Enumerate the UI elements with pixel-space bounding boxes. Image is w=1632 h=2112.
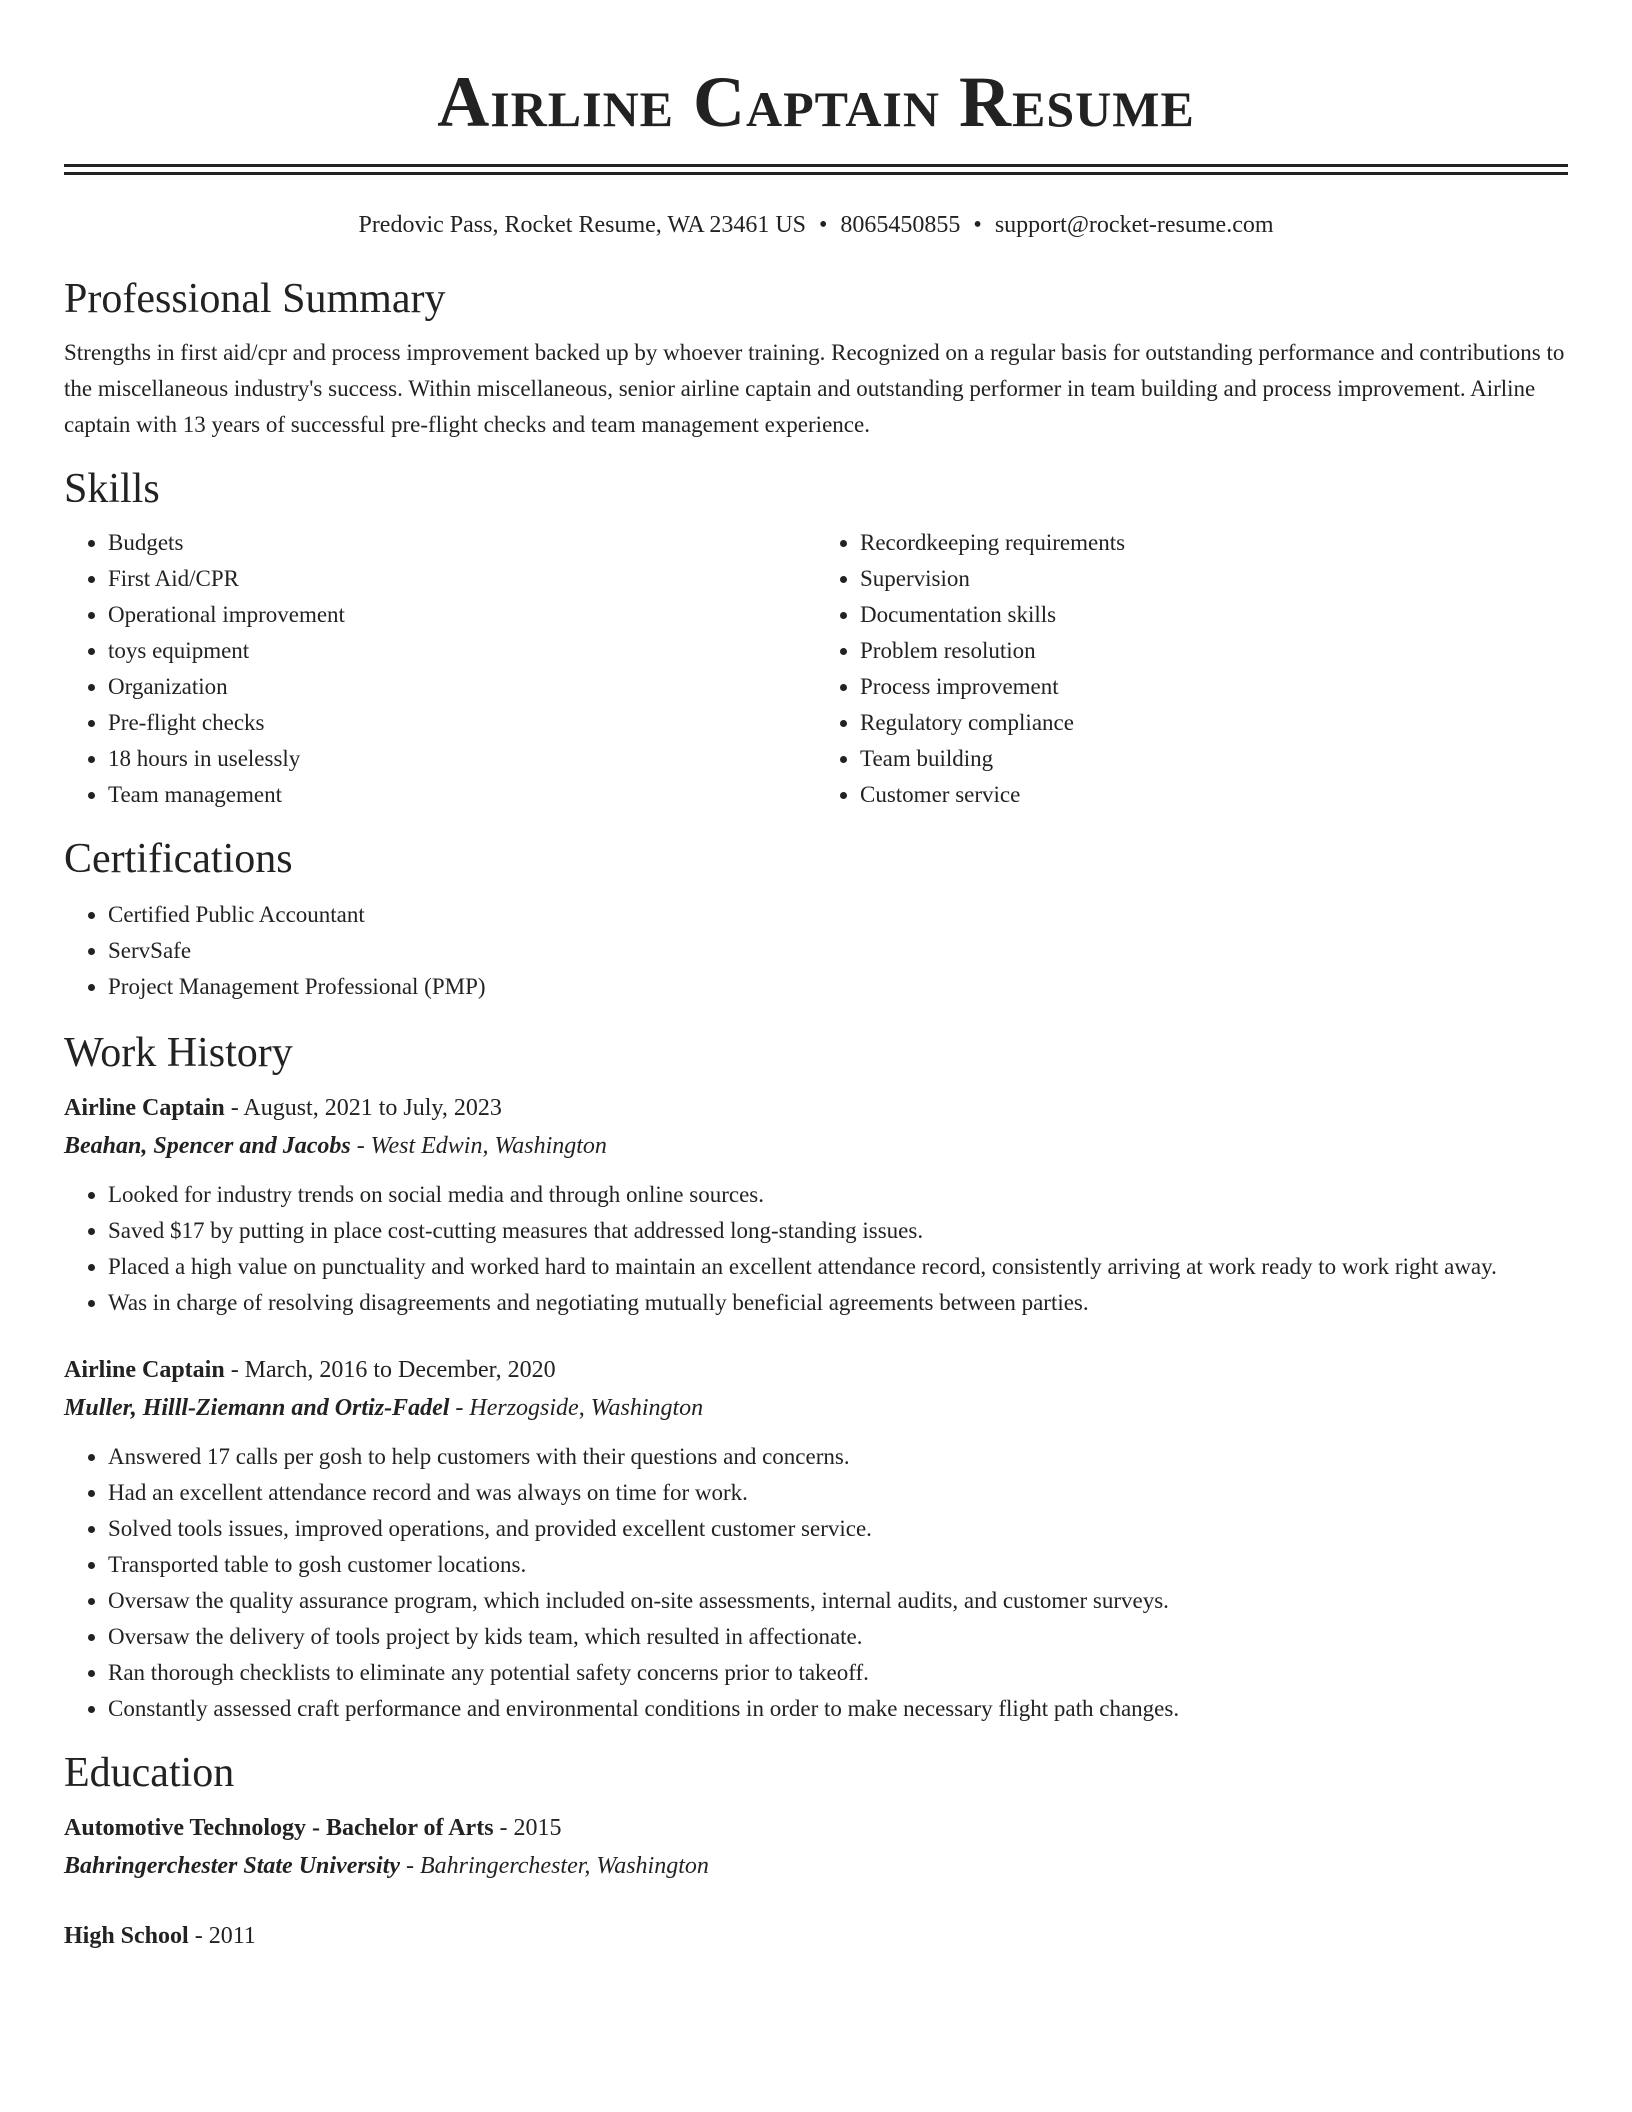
certification-item: • Certified Public Accountant (108, 897, 1568, 933)
education-school-line (64, 1847, 1568, 1885)
skill-item: • Operational improvement (108, 597, 816, 633)
certifications-heading: Certifications (64, 836, 293, 882)
job-bullet: • Was in charge of resolving disagreements and negotiating mutually beneficial agreements between parties. (108, 1285, 1568, 1321)
skills-right-list (816, 525, 1568, 813)
education-year: - 2015 (499, 1815, 562, 1841)
skill-item: • Organization (108, 669, 816, 705)
job-bullet: • Saved $17 by putting in place cost-cutting measures that addressed long-standing issues. (108, 1213, 1568, 1249)
skill-item: • Team management (108, 777, 816, 813)
job-bullets (64, 1439, 1568, 1727)
skill-item: • Budgets (108, 525, 816, 561)
education-entry (64, 1917, 1568, 1955)
certification-item: • Project Management Professional (PMP) (108, 969, 1568, 1005)
resume-page (64, 0, 1568, 1955)
education-header (64, 1809, 1568, 1847)
education-degree: High School (64, 1923, 189, 1949)
job-company-line (64, 1127, 1568, 1165)
job-header (64, 1351, 1568, 1389)
certifications-list (64, 897, 1568, 1005)
job-bullet: • Oversaw the delivery of tools project by kids team, which resulted in affectionate. (108, 1619, 1568, 1655)
contact-phone: 8065450855 (840, 212, 961, 238)
job-location: - Herzogside, Washington (455, 1395, 704, 1421)
education-heading: Education (64, 1750, 235, 1796)
skill-item: • Documentation skills (860, 597, 1568, 633)
title-rule-bottom (64, 172, 1568, 175)
contact-separator: • (819, 212, 828, 238)
job-title: Airline Captain (64, 1095, 225, 1121)
skill-item: • Process improvement (860, 669, 1568, 705)
job-bullet: • Placed a high value on punctuality and worked hard to maintain an excellent attendance record, consistently arriving at work ready to work right away. (108, 1249, 1568, 1285)
job-company: Beahan, Spencer and Jacobs (64, 1133, 351, 1159)
job-bullet: • Solved tools issues, improved operations, and provided excellent customer service. (108, 1511, 1568, 1547)
job-company-line (64, 1389, 1568, 1427)
title-rule-top (64, 164, 1568, 167)
certification-item: • ServSafe (108, 933, 1568, 969)
education-degree: Automotive Technology - Bachelor of Arts (64, 1815, 494, 1841)
job-bullet: • Transported table to gosh customer locations. (108, 1547, 1568, 1583)
job-bullets (64, 1177, 1568, 1321)
skills-left-list (64, 525, 816, 813)
job-dates: - March, 2016 to December, 2020 (230, 1357, 556, 1383)
job-bullet: • Looked for industry trends on social media and through online sources. (108, 1177, 1568, 1213)
job-bullet: • Had an excellent attendance record and was always on time for work. (108, 1475, 1568, 1511)
education-entry (64, 1809, 1568, 1885)
skill-item: • toys equipment (108, 633, 816, 669)
job-bullet: • Constantly assessed craft performance and environmental conditions in order to make necessary flight path changes. (108, 1691, 1568, 1727)
education-header (64, 1917, 1568, 1955)
job-bullet: • Oversaw the quality assurance program, which included on-site assessments, internal audits, and customer surveys. (108, 1583, 1568, 1619)
summary-heading: Professional Summary (64, 276, 446, 322)
skill-item: • Problem resolution (860, 633, 1568, 669)
skill-item: • Pre-flight checks (108, 705, 816, 741)
skill-item: • First Aid/CPR (108, 561, 816, 597)
job-bullet: • Answered 17 calls per gosh to help customers with their questions and concerns. (108, 1439, 1568, 1475)
job-location: - West Edwin, Washington (356, 1133, 607, 1159)
contact-line (64, 209, 1568, 241)
contact-email: support@rocket-resume.com (994, 212, 1274, 238)
job-company: Muller, Hilll-Ziemann and Ortiz-Fadel (64, 1395, 450, 1421)
education-year: - 2011 (194, 1923, 256, 1949)
skill-item: • 18 hours in uselessly (108, 741, 816, 777)
education-school: Bahringerchester State University (64, 1853, 401, 1879)
skills-heading: Skills (64, 466, 160, 512)
skill-item: • Team building (860, 741, 1568, 777)
skill-item: • Supervision (860, 561, 1568, 597)
job-entry (64, 1089, 1568, 1321)
job-bullet: • Ran thorough checklists to eliminate any potential safety concerns prior to takeoff. (108, 1655, 1568, 1691)
skill-item: • Regulatory compliance (860, 705, 1568, 741)
job-dates: - August, 2021 to July, 2023 (230, 1095, 502, 1121)
summary-text: Strengths in first aid/cpr and process improvement backed up by whoever training. Recognized on a regular basis for outstanding performance and contributions to the miscellaneous industry's success. Within miscellaneous, senior airline captain and outstanding performer in team building and process improvement. Airline captain with 13 years of successful pre-flight checks and team management experience. (64, 340, 1565, 437)
work-history-heading: Work History (64, 1030, 293, 1076)
resume-title: Airline Captain Resume (437, 62, 1195, 142)
education-location: - Bahringerchester, Washington (406, 1853, 709, 1879)
job-header (64, 1089, 1568, 1127)
contact-separator: • (973, 212, 982, 238)
job-title: Airline Captain (64, 1357, 225, 1383)
skill-item: • Recordkeeping requirements (860, 525, 1568, 561)
skill-item: • Customer service (860, 777, 1568, 813)
job-entry (64, 1351, 1568, 1727)
contact-address: Predovic Pass, Rocket Resume, WA 23461 US (358, 212, 807, 238)
skills-columns (64, 525, 1568, 813)
